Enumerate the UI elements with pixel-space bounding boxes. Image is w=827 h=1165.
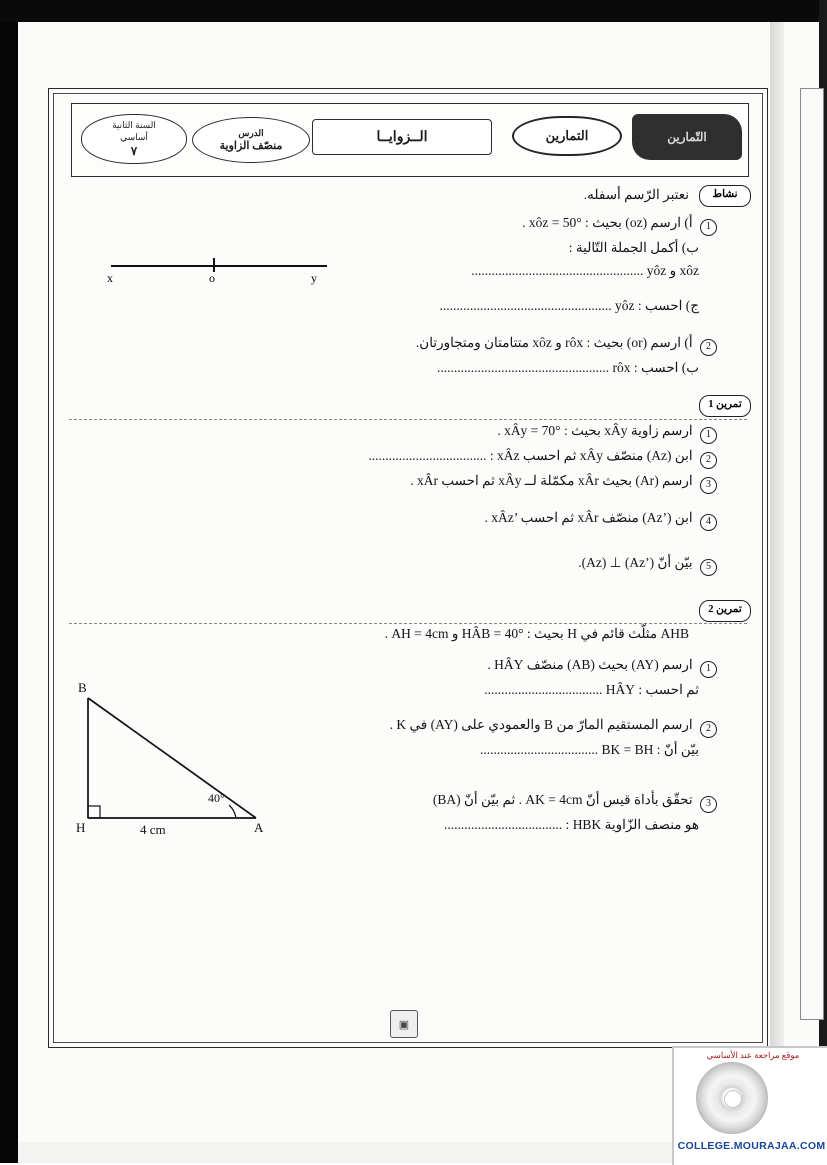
activity-line-c: xôz و yôz ................................................... [471,262,699,278]
scan-edge-left [0,0,18,1163]
exercise1-item-5 [69,553,747,576]
scan-edge-top [0,0,827,22]
header-level-badge [82,114,186,164]
header-right-block [632,114,742,160]
exercise2-text-3: تحقّق بأداة قيس أنّ AK = 4cm . ثم بيّن أنّ (BA) [432,792,693,808]
activity-text-e: أ) ارسم (or) بحيث : rôx و xôz متتامتان ومتجاورتان. [415,334,693,350]
header-lesson-small: الدرس [238,128,264,138]
item-number-3: 3 [700,477,717,494]
header-level-line1: السنة الثانية [112,119,156,130]
page-gutter [770,22,784,1142]
item-number-3: 3 [700,796,717,813]
figure-axis [111,265,327,267]
worksheet-content [69,185,747,1037]
activity-badge: نشاط [699,185,751,207]
triangle-angle-label: 40° [208,791,225,805]
page-title: الــزوايــا [312,119,492,155]
exercise2-item-1 [69,655,747,678]
site-url: COLLEGE.MOURAJAA.COM [677,1140,826,1152]
header-right-label: التّمارين [632,114,742,160]
adjacent-page-strip [800,88,824,1020]
exercise1-badge: تمرين 1 [699,395,751,417]
figure-right-triangle [60,676,290,846]
header-lesson-title: منصّف الزاوية [219,140,283,152]
triangle-vertex-B: B [78,680,87,695]
triangle-side-label: 4 cm [140,822,166,837]
exercise2-item-3b: هو منصف الزّاوية HBK : ................................... [444,817,699,833]
exercise1-text-3: ارسم (Ar) بحيث xÂr مكمّلة لــ xÂy ثم احسب xÂr . [410,472,693,488]
triangle-vertex-H: H [76,820,86,835]
activity-line-b: ب) أكمل الجملة التّالية : [568,240,699,255]
figure-label-o: o [209,271,215,285]
header-level-mark: ٧ [130,144,138,159]
exercise2-item-1b: ثم احسب : HÂY ................................... [484,681,699,697]
worksheet-header [71,103,749,177]
exercise1-item-3 [69,471,747,494]
header-title-badge [312,120,492,154]
exercise1-item-1 [69,421,747,444]
cd-disc-icon [696,1062,768,1134]
exercise1-text-5: بيّن أنّ (’Az) ⊥ (Az). [578,554,693,570]
activity-line-d: ج) احسب : yôz ................................................... [439,297,699,313]
exercise2-text-2: ارسم المستقيم المارّ من B والعمودي على (AY) في K . [389,716,693,732]
exercise1-text-4: ابن (’Az) منصّف xÂr ثم احسب ’xÂz . [484,509,693,525]
header-lesson-badge [192,118,310,162]
item-number-2: 2 [700,452,717,469]
exercise2-intro: AHB مثلّث قائم في H بحيث : HÂB = 40° و AH = 4cm . [384,625,689,641]
item-number-1: 1 [700,427,717,444]
exercise1-text-2: ابن (Az) منصّف xÂy ثم احسب xÂz : ................................... [368,447,693,463]
item-number-1: 1 [700,219,717,236]
activity-line-a [69,213,747,236]
exercise2-item-2b: بيّن أنّ : BK = BH ................................... [479,741,699,757]
activity-line-e [69,333,747,356]
header-mode-label: التمارين [512,116,622,156]
figure-line-xoy [105,249,335,295]
figure-label-y: y [311,271,317,285]
item-number-4: 4 [700,514,717,531]
exercise1-text-1: ارسم زاوية xÂy بحيث : xÂy = 70° . [497,422,693,438]
item-number-1: 1 [700,661,717,678]
activity-text-a: أ) ارسم (oz) بحيث : xôz = 50° . [522,215,693,230]
exercise1-item-2 [69,446,747,469]
footer-emblem: ▣ [390,1010,418,1038]
worksheet-frame [48,88,768,1048]
exercise2-text-1: ارسم (AY) بحيث (AB) منصّف HÂY . [487,656,693,672]
figure-label-x: x [107,271,113,285]
figure-origin-tick [213,258,215,272]
triangle-vertex-A: A [254,820,264,835]
item-number-2: 2 [700,721,717,738]
exercise1-item-4 [69,508,747,531]
site-logo-block [672,1046,827,1165]
site-logo-arabic: موقع مراجعة عند الأساسي [706,1050,800,1060]
exercise2-badge: تمرين 2 [699,600,751,622]
header-mode-badge [512,118,622,154]
header-level-line2: أساسي [120,131,148,142]
item-number-2: 2 [700,339,717,356]
activity-line-f: ب) احسب : rôx ................................................... [437,359,699,375]
item-number-5: 5 [700,559,717,576]
activity-intro: نعتبر الرّسم أسفله. [583,187,689,202]
